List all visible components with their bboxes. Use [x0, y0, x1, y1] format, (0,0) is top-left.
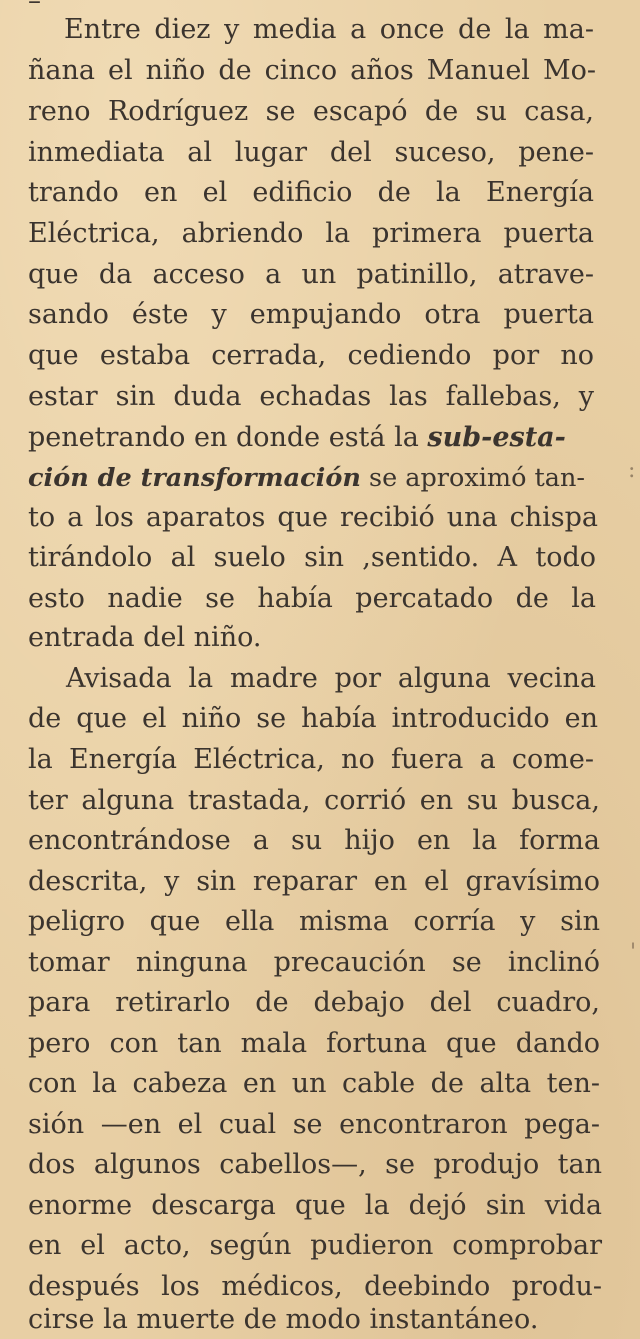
paragraph-2-line-10: pero con tan mala fortuna que dando	[28, 1028, 600, 1059]
paragraph-1-line-2: ñana el niño de cinco años Manuel Mo-	[28, 55, 596, 86]
cut-off-text-fragment: –	[28, 0, 42, 16]
paragraph-2-line-14: enorme descarga que la dejó sin vida	[28, 1190, 602, 1221]
paragraph-2-line-3: la Energía Eléctrica, no fuera a come-	[28, 744, 594, 775]
paragraph-1-line-4: inmediata al lugar del suceso, pene-	[28, 137, 594, 168]
paragraph-1-line-15: esto nadie se había percatado de la	[28, 583, 596, 614]
paragraph-2-line-12: sión —en el cual se encontraron pega-	[28, 1109, 600, 1140]
paragraph-2-line-16: después los médicos, deebindo produ-	[28, 1271, 602, 1302]
margin-mark-1: :	[628, 458, 636, 483]
paragraph-1-line-1: Entre diez y media a once de la ma-	[64, 14, 594, 45]
paragraph-1-line-13: to a los aparatos que recibió una chispa	[28, 502, 598, 533]
paragraph-1-line-8: sando éste y empujando otra puerta	[28, 299, 594, 330]
paragraph-1-line-12	[28, 458, 594, 498]
paragraph-1-line-7: que da acceso a un patinillo, atrave-	[28, 259, 594, 290]
paragraph-2-line-13: dos algunos cabellos—, se produjo tan	[28, 1149, 602, 1180]
line-11-text: penetrando en donde está la	[28, 422, 428, 453]
emphasized-term-continued: ción de transformación	[28, 463, 361, 493]
paragraph-2-line-11: con la cabeza en un cable de alta ten-	[28, 1068, 600, 1099]
paragraph-1-line-16: entrada del niño.	[28, 622, 262, 653]
paragraph-1-line-6: Eléctrica, abriendo la primera puerta	[28, 218, 594, 249]
paragraph-2-line-17: cirse la muerte de modo instantáneo.	[28, 1304, 539, 1335]
emphasized-term: sub-esta-	[427, 422, 566, 453]
paragraph-1-line-11	[28, 418, 594, 458]
line-12-rest: se aproximó tan-	[360, 463, 586, 493]
paragraph-1-line-5: trando en el edificio de la Energía	[28, 177, 594, 208]
paragraph-2-line-15: en el acto, según pudieron comprobar	[28, 1230, 602, 1261]
paragraph-2-line-4: ter alguna trastada, corrió en su busca,	[28, 785, 600, 816]
paragraph-2-line-2: de que el niño se había introducido en	[28, 703, 598, 734]
paragraph-2-line-6: descrita, y sin reparar en el gravísimo	[28, 866, 600, 897]
paragraph-2-line-7: peligro que ella misma corría y sin	[28, 906, 600, 937]
paragraph-1-line-9: que estaba cerrada, cediendo por no	[28, 340, 594, 371]
paragraph-1-line-10: estar sin duda echadas las fallebas, y	[28, 381, 594, 412]
paragraph-1-line-14: tirándolo al suelo sin ,sentido. A todo	[28, 542, 596, 573]
margin-mark-2: '	[630, 940, 637, 965]
paragraph-2-line-9: para retirarlo de debajo del cuadro,	[28, 987, 600, 1018]
paragraph-2-line-8: tomar ninguna precaución se inclinó	[28, 947, 600, 978]
paragraph-2-line-1: Avisada la madre por alguna vecina	[66, 663, 596, 694]
paragraph-1-line-3: reno Rodríguez se escapó de su casa,	[28, 96, 594, 127]
paragraph-2-line-5: encontrándose a su hijo en la forma	[28, 825, 600, 856]
